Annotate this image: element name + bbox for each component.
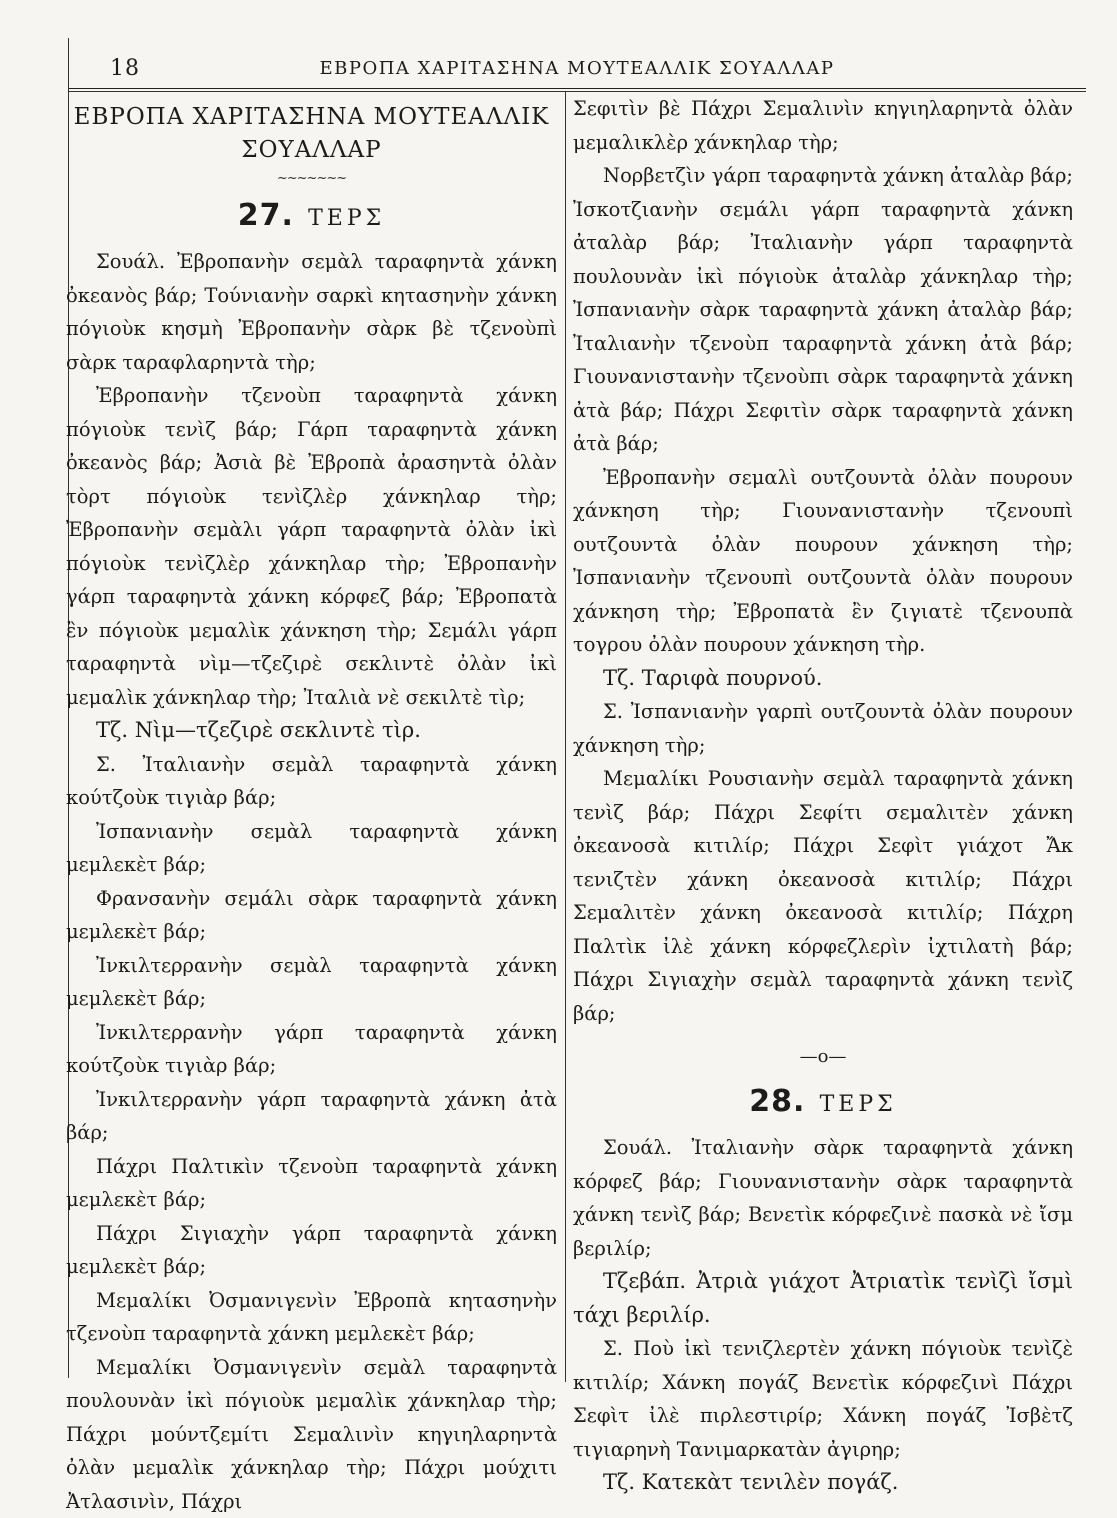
lesson-heading-27: [66, 196, 557, 239]
paragraph: Ἰνκιλτερρανὴν γάρπ ταραφηντὰ χάνκη ἀτὰ βάρ;: [66, 1083, 557, 1150]
left-column: [66, 100, 557, 1518]
paragraph: Νορβετζὶν γάρπ ταραφηντὰ χάνκη ἀταλὰρ βάρ; Ἰσκοτζιανὴν σεμάλι γάρπ ταραφηντὰ χάνκη ἀταλὰρ βάρ; Ἰταλιανὴν γάρπ ταραφηντὰ πουλουνὰν ἰκὶ πόγιοὺκ ἀταλὰρ χάνκηλαρ τὴρ; Ἰσπανιανὴν σὰρκ ταραφηντὰ χάνκη ἀταλὰρ βάρ; Ἰταλιανὴν τζενοὺπ ταραφηντὰ χάνκη ἀτὰ βάρ; Γιουνανιστανὴν τζενοὺπι σὰρκ ταραφηντὰ χάνκη ἀτὰ βάρ; Πάχρι Σεφιτὶν σὰρκ ταραφηντὰ χάνκη ἀτὰ βάρ;: [573, 159, 1073, 461]
ornament-divider: ~~~~~~~: [66, 170, 557, 188]
lesson-number: 28.: [749, 1084, 805, 1119]
section-title-line2: ΣΟΥΑΛΛΑΡ: [66, 135, 557, 166]
paragraph: Φρανσανὴν σεμάλι σὰρκ ταραφηντὰ χάνκη μεμλεκὲτ βάρ;: [66, 882, 557, 949]
answer-paragraph: Τζ. Ταριφὰ πουρνού.: [573, 662, 1073, 696]
paragraph: Σ. Ἰσπανιανὴν γαρπὶ ουτζουντὰ ὀλὰν πουρουν χάνκηση τὴρ;: [573, 695, 1073, 762]
running-title: ΕΒΡΟΠΑ ΧΑΡΙΤΑΣΗΝΑ ΜΟΥΤΕΑΛΛΙΚ ΣΟΥΑΛΛΑΡ: [68, 58, 1086, 79]
answer-paragraph: Τζ. Κατεκὰτ τενιλὲν πογάζ.: [573, 1466, 1073, 1500]
paragraph: Μεμαλίκι Ὀσμανιγενὶν σεμὰλ ταραφηντὰ πουλουνὰν ἰκὶ πόγιοὺκ μεμαλὶκ χάνκηλαρ τὴρ; Πάχρι μούντζεμίτι Σεμαλινὶν κηγιηλαρηντὰ ὀλὰν μεμαλὶκ χάνκηλαρ τὴρ; Πάχρι μούχιτι Ἀτλασινὶν, Πάχρι: [66, 1351, 557, 1518]
paragraph: Σ. Ἰταλιανὴν σεμὰλ ταραφηντὰ χάνκη κούτζοὺκ τιγιὰρ βάρ;: [66, 748, 557, 815]
paragraph: Σεφιτὶν βὲ Πάχρι Σεμαλινὶν κηγιηλαρηντὰ ὀλὰν μεμαλικλὲρ χάνκηλαρ τὴρ;: [573, 92, 1073, 159]
paragraph: Ἰνκιλτερρανὴν γάρπ ταραφηντὰ χάνκη κούτζοὺκ τιγιὰρ βάρ;: [66, 1016, 557, 1083]
column-divider: [565, 92, 566, 1382]
paragraph: Ἐβροπανὴν τζενοὺπ ταραφηντὰ χάνκη πόγιοὺκ τενὶζ βάρ; Γάρπ ταραφηντὰ χάνκη ὀκεανὸς βάρ; Ἀσιὰ βὲ Ἐβροπὰ ἀρασηντὰ ὀλὰν τὸρτ πόγιοὺκ τενὶζλὲρ χάνκηλαρ τὴρ; Ἐβροπανὴν σεμὰλι γάρπ ταραφηντὰ ὀλὰν ἰκὶ πόγιοὺκ τενὶζλὲρ χάνκηλαρ τὴρ; Ἐβροπανὴν γάρπ ταραφηντὰ χάνκη κόρφεζ βάρ; Ἐβροπατὰ ἒν πόγιοὺκ μεμαλὶκ χάνκηση τὴρ; Σεμάλι γάρπ ταραφηντὰ νὶμ—τζεζιρὲ σεκλιντὲ ὀλὰν ἰκὶ μεμαλὶκ χάνκηλαρ τὴρ; Ἰταλιὰ νὲ σεκιλτὲ τὶρ;: [66, 379, 557, 714]
lesson-word: ΤΕΡΣ: [308, 206, 385, 231]
separator: —o—: [573, 1040, 1073, 1074]
lesson-word: ΤΕΡΣ: [820, 1092, 897, 1117]
paragraph: Πάχρι Παλτικὶν τζενοὺπ ταραφηντὰ χάνκη μεμλεκὲτ βάρ;: [66, 1150, 557, 1217]
answer-paragraph: Τζεβάπ. Ἀτριὰ γιάχοτ Ἀτριατὶκ τενὶζὶ ἴσμὶ τάχι βεριλίρ.: [573, 1265, 1073, 1332]
paragraph: Σουάλ. Ἰταλιανὴν σὰρκ ταραφηντὰ χάνκη κόρφεζ βάρ; Γιουνανιστανὴν σὰρκ ταραφηντὰ χάνκη τενὶζ βάρ; Βενετὶκ κόρφεζινὲ πασκὰ νὲ ἴσμ βεριλίρ;: [573, 1131, 1073, 1265]
page-header: [68, 52, 1086, 90]
answer-paragraph: Τζ. Νὶμ—τζεζιρὲ σεκλιντὲ τὶρ.: [66, 714, 557, 748]
right-column: [573, 92, 1073, 1500]
paragraph: Μεμαλίκι Ὀσμανιγενὶν Ἐβροπὰ κητασηνὴν τζενοὺπ ταραφηντὰ χάνκη μεμλεκὲτ βάρ;: [66, 1284, 557, 1351]
paragraph: Πάχρι Σιγιαχὴν γάρπ ταραφηντὰ χάνκη μεμλεκὲτ βάρ;: [66, 1217, 557, 1284]
paragraph: Ἰσπανιανὴν σεμὰλ ταραφηντὰ χάνκη μεμλεκὲτ βάρ;: [66, 815, 557, 882]
section-title-line1: ΕΒΡΟΠΑ ΧΑΡΙΤΑΣΗΝΑ ΜΟΥΤΕΑΛΛΙΚ: [66, 102, 557, 133]
paragraph: Μεμαλίκι Ρουσιανὴν σεμὰλ ταραφηντὰ χάνκη τενὶζ βάρ; Πάχρι Σεφίτι σεμαλιτὲν χάνκη ὀκεανοσὰ κιτιλίρ; Πάχρι Σεφὶτ γιάχοτ Ἄκ τενιζτὲν χάνκη ὀκεανοσὰ κιτιλίρ; Πάχρι Σεμαλιτὲν χάνκη ὀκεανοσὰ κιτιλίρ; Πάχρη Παλτὶκ ἰλὲ χάνκη κόρφεζλερὶν ἰχτιλατὴ βάρ; Πάχρι Σιγιαχὴν σεμὰλ ταραφηντὰ χάνκη τενὶζ βάρ;: [573, 762, 1073, 1030]
header-rule: [68, 88, 1086, 89]
page-number: 18: [110, 56, 140, 81]
paragraph: Ἰνκιλτερρανὴν σεμὰλ ταραφηντὰ χάνκη μεμλεκὲτ βάρ;: [66, 949, 557, 1016]
paragraph: Σουάλ. Ἐβροπανὴν σεμὰλ ταραφηντὰ χάνκη ὀκεανὸς βάρ; Τούνιανὴν σαρκὶ κητασηνὴν χάνκη πόγιοὺκ κησμὴ Ἐβροπανὴν σὰρκ βὲ τζενοὺπὶ σὰρκ ταραφλαρηντὰ τὴρ;: [66, 245, 557, 379]
paragraph: Σ. Ποὺ ἰκὶ τενιζλερτὲν χάνκη πόγιοὺκ τενὶζὲ κιτιλίρ; Χάνκη πογάζ Βενετὶκ κόρφεζινὶ Πάχρι Σεφὶτ ἰλὲ πιρλεστιρίρ; Χάνκη πογάζ Ἰσβὲτζ τιγιαρηνὴ Τανιμαρκατὰν ἀγιρηρ;: [573, 1332, 1073, 1466]
lesson-heading-28: [573, 1082, 1073, 1125]
paragraph: Ἐβροπανὴν σεμαλὶ ουτζουντὰ ὀλὰν πουρουν χάνκηση τὴρ; Γιουνανιστανὴν τζενουπὶ ουτζουντὰ ὀλὰν πουρουν χάνκηση τὴρ; Ἰσπανιανὴν τζενουπὶ ουτζουντὰ ὀλὰν πουρουν χάνκηση τὴρ; Ἐβροπατὰ ἒν ζιγιατὲ τζενουπὰ τογρου ὀλὰν πουρουν χάνκηση τὴρ.: [573, 461, 1073, 662]
lesson-number: 27.: [238, 198, 294, 233]
